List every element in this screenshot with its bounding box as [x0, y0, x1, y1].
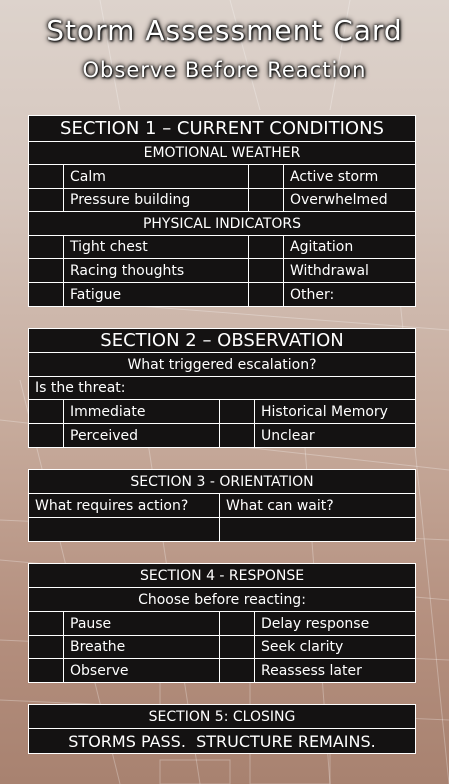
threat-row-1: [29, 400, 415, 424]
checkbox-seek-clarity[interactable]: [220, 636, 254, 658]
option-agitation: Agitation: [290, 239, 354, 255]
checkbox-perceived[interactable]: [29, 424, 63, 447]
checkbox-withdrawal[interactable]: [249, 259, 283, 282]
checkbox-delay-response[interactable]: [220, 612, 254, 635]
threat-label-row: [29, 377, 415, 400]
checkbox-observe[interactable]: [29, 659, 63, 682]
option-calm: Calm: [70, 168, 106, 185]
checkbox-immediate[interactable]: [29, 400, 63, 423]
emotional-weather-header: [29, 142, 415, 165]
section-closing: [28, 704, 416, 754]
section4-header: [29, 564, 415, 588]
trigger-question: [29, 353, 415, 377]
physical-row-3: [29, 283, 415, 306]
physical-indicators-header: [29, 212, 415, 236]
checkbox-agitation[interactable]: [249, 236, 283, 258]
option-seek-clarity: Seek clarity: [261, 639, 344, 655]
physical-row-2: [29, 259, 415, 283]
option-historical-memory: Historical Memory: [261, 403, 388, 420]
checkbox-tight-chest[interactable]: [29, 236, 63, 258]
emotional-weather-header-text: EMOTIONAL WEATHER: [143, 145, 301, 161]
emotional-row-1: [29, 165, 415, 189]
checkbox-fatigue[interactable]: [29, 283, 63, 306]
option-pressure-building: Pressure building: [70, 192, 191, 208]
orientation-columns: [29, 494, 415, 518]
threat-row-2: [29, 424, 415, 447]
response-prompt: [29, 588, 415, 612]
checkbox-overwhelmed[interactable]: [249, 189, 283, 211]
response-row-1: [29, 612, 415, 636]
option-other: Other:: [290, 286, 335, 303]
checkbox-breathe[interactable]: [29, 636, 63, 658]
checkbox-active-storm[interactable]: [249, 165, 283, 188]
option-breathe: Breathe: [70, 639, 126, 655]
section-current-conditions: [28, 115, 416, 307]
response-row-3: [29, 659, 415, 682]
orientation-entry-row: [29, 518, 415, 541]
checkbox-unclear[interactable]: [220, 424, 254, 447]
section-orientation: [28, 469, 416, 542]
action-entry-field[interactable]: [29, 518, 219, 541]
checkbox-historical-memory[interactable]: [220, 400, 254, 423]
section2-header: [29, 329, 415, 353]
col-can-wait: What can wait?: [226, 497, 334, 514]
option-racing-thoughts: Racing thoughts: [70, 262, 185, 279]
threat-label: Is the threat:: [35, 380, 126, 396]
response-row-2: [29, 636, 415, 659]
option-delay-response: Delay response: [261, 615, 370, 632]
option-active-storm: Active storm: [290, 168, 379, 185]
physical-indicators-header-text: PHYSICAL INDICATORS: [142, 215, 302, 232]
option-observe: Observe: [70, 662, 129, 679]
checkbox-pressure-building[interactable]: [29, 189, 63, 211]
section-response: [28, 563, 416, 683]
option-perceived: Perceived: [70, 427, 138, 444]
section-observation: [28, 328, 416, 448]
option-pause: Pause: [70, 615, 112, 632]
option-reassess-later: Reassess later: [261, 662, 362, 679]
checkbox-calm[interactable]: [29, 165, 63, 188]
option-tight-chest: Tight chest: [70, 239, 148, 255]
section2-header-text: SECTION 2 – OBSERVATION: [100, 330, 344, 351]
section1-header-text: SECTION 1 – CURRENT CONDITIONS: [60, 118, 384, 139]
section3-header: [29, 470, 415, 494]
emotional-row-2: [29, 189, 415, 212]
section5-header-text: SECTION 5: CLOSING: [148, 708, 296, 725]
checkbox-other[interactable]: [249, 283, 283, 306]
response-prompt-text: Choose before reacting:: [138, 591, 306, 608]
closing-statement: [29, 729, 415, 753]
section5-header: [29, 705, 415, 729]
wait-entry-field[interactable]: [220, 518, 416, 541]
closing-statement-text: STORMS PASS. STRUCTURE REMAINS.: [68, 731, 376, 751]
trigger-question-text: What triggered escalation?: [127, 356, 317, 373]
option-immediate: Immediate: [70, 403, 146, 420]
col-requires-action: What requires action?: [35, 497, 189, 514]
option-overwhelmed: Overwhelmed: [290, 192, 388, 208]
card-title: Storm Assessment Card: [46, 14, 403, 47]
option-unclear: Unclear: [261, 427, 315, 444]
checkbox-pause[interactable]: [29, 612, 63, 635]
section1-header: [29, 116, 415, 142]
card-subtitle: Observe Before Reaction: [82, 58, 367, 82]
section4-header-text: SECTION 4 - RESPONSE: [139, 567, 305, 584]
checkbox-reassess-later[interactable]: [220, 659, 254, 682]
option-fatigue: Fatigue: [70, 286, 122, 303]
option-withdrawal: Withdrawal: [290, 262, 369, 279]
physical-row-1: [29, 236, 415, 259]
checkbox-racing-thoughts[interactable]: [29, 259, 63, 282]
section3-header-text: SECTION 3 - ORIENTATION: [130, 473, 314, 490]
